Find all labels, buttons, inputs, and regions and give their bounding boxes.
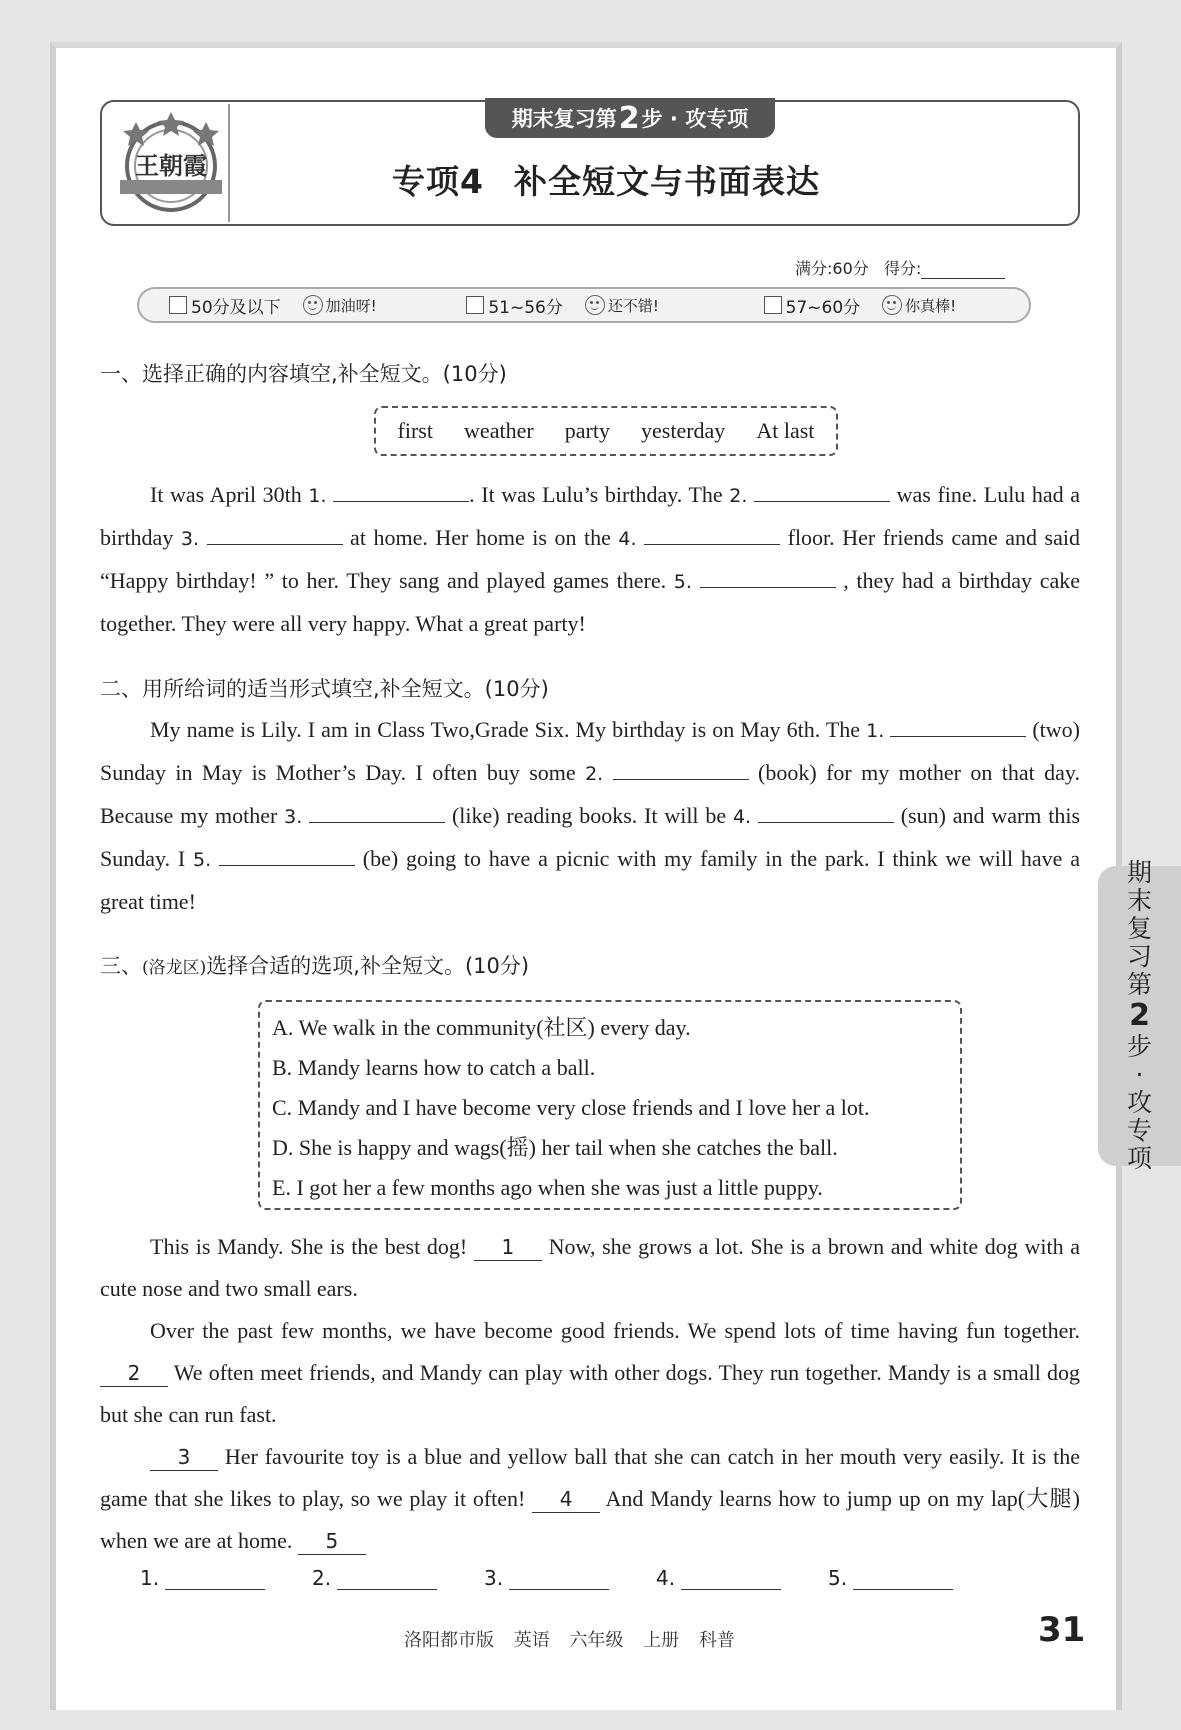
section3-passage xyxy=(100,1226,1080,1562)
blank-3[interactable] xyxy=(309,796,445,823)
section3-heading xyxy=(100,950,529,980)
blank-number: 5. xyxy=(193,849,212,871)
answer-blank[interactable] xyxy=(681,1567,781,1590)
rating-comment: 加油呀! xyxy=(325,296,377,315)
passage-text: (like) reading books. It will be xyxy=(445,803,733,828)
answer-number: 2. xyxy=(312,1566,332,1590)
rating-range: 51~56分 xyxy=(488,297,563,318)
blank-number: 1. xyxy=(308,485,327,507)
word-bank xyxy=(374,406,838,456)
side-tab-char: · xyxy=(1135,1060,1144,1089)
footer-text: 洛阳都市版 英语 六年级 上册 科普 xyxy=(404,1630,735,1651)
page-title xyxy=(392,156,912,203)
full-score-label: 满分:60分 xyxy=(795,259,869,278)
option-e: E. I got her a few months ago when she was just a little puppy. xyxy=(272,1175,823,1200)
blank-2[interactable] xyxy=(754,475,890,502)
blank-number: 4. xyxy=(732,806,752,828)
side-tab-char: 项 xyxy=(1126,1144,1152,1173)
side-tab xyxy=(1098,858,1181,1173)
blank-1[interactable] xyxy=(333,475,469,502)
rating-item-low xyxy=(169,293,434,318)
blank-3[interactable] xyxy=(207,518,343,545)
side-tab-char: 末 xyxy=(1126,886,1152,915)
rating-range: 57~60分 xyxy=(785,297,861,318)
option-c: C. Mandy and I have become very close friends and I love her a lot. xyxy=(272,1095,870,1120)
answer-item xyxy=(140,1566,312,1590)
smiley-icon xyxy=(882,295,902,315)
side-tab-char: 第 xyxy=(1126,970,1152,999)
rating-item-high xyxy=(764,293,1029,318)
rating-comment: 还不错! xyxy=(607,296,659,315)
publisher-logo xyxy=(116,108,226,218)
side-tab-char: 步 xyxy=(1126,1032,1152,1061)
section2-passage xyxy=(100,709,1080,923)
blank-4[interactable] xyxy=(758,796,894,823)
passage-text: (sun) and warm this Sunday. I xyxy=(100,803,1081,871)
rating-bar xyxy=(137,287,1031,323)
region-tag: (洛龙区) xyxy=(142,958,207,978)
answer-number: 4. xyxy=(656,1566,676,1590)
passage-text: Her favourite toy is a blue and yellow ball that she can catch in her mouth very easily. It is the game that she likes to play, so we play it often! xyxy=(100,1444,1080,1511)
section3-heading-text: 选择合适的选项,补全短文。(10分) xyxy=(206,954,530,978)
side-tab-char: 攻 xyxy=(1126,1088,1152,1117)
blank-4[interactable]: 4 xyxy=(532,1484,600,1513)
score-line xyxy=(795,256,1005,279)
checkbox[interactable] xyxy=(169,296,187,314)
options-box xyxy=(258,1000,962,1210)
answer-item xyxy=(312,1566,484,1590)
passage-text: was fine. Lulu had a birthday xyxy=(100,482,1081,550)
blank-5[interactable]: 5 xyxy=(298,1526,366,1555)
option-d: D. She is happy and wags(摇) her tail when she catches the ball. xyxy=(272,1135,838,1160)
blank-number: 5. xyxy=(673,571,692,593)
blank-number: 2. xyxy=(729,485,748,507)
answer-number: 1. xyxy=(140,1566,160,1590)
section2-heading: 二、用所给词的适当形式填空,补全短文。(10分) xyxy=(100,677,549,701)
checkbox[interactable] xyxy=(764,296,782,314)
answer-number: 3. xyxy=(484,1566,504,1590)
section1-passage xyxy=(100,474,1080,645)
smiley-icon xyxy=(303,295,323,315)
checkbox[interactable] xyxy=(466,296,484,314)
word-bank-item: yesterday xyxy=(641,418,726,443)
answer-item xyxy=(656,1566,828,1590)
answer-blank[interactable] xyxy=(509,1567,609,1590)
blank-1[interactable] xyxy=(890,710,1026,737)
passage-text: And Mandy learns how to jump up on my lap(大腿) when we are at home. xyxy=(100,1486,1080,1553)
step-tab-suffix: 步 · 攻专项 xyxy=(641,107,749,131)
blank-number: 2. xyxy=(585,763,604,785)
passage-text: at home. Her home is on the xyxy=(342,525,619,550)
word-bank-item: weather xyxy=(464,418,534,443)
section1-heading: 一、选择正确的内容填空,补全短文。(10分) xyxy=(100,362,507,386)
answer-blank[interactable] xyxy=(853,1567,953,1590)
passage-text: Over the past few months, we have become good friends. We spend lots of time having fun together. xyxy=(150,1318,1080,1343)
paragraph-2 xyxy=(100,1310,1080,1436)
logo-divider xyxy=(228,104,230,222)
page-number: 31 xyxy=(1038,1610,1086,1650)
side-tab-char: 专 xyxy=(1126,1116,1152,1145)
score-label: 得分: xyxy=(884,259,922,278)
answer-item xyxy=(484,1566,656,1590)
side-tab-step: 2 xyxy=(1129,998,1150,1033)
word-bank-item: At last xyxy=(756,418,815,443)
passage-text: floor. Her friends came and said “Happy birthday! ” to her. They sang and played games there. xyxy=(100,525,1080,593)
passage-text: It was April 30th xyxy=(150,482,309,507)
step-tab-prefix: 期末复习第 xyxy=(511,107,617,131)
word-bank-item: party xyxy=(564,418,610,443)
blank-2[interactable]: 2 xyxy=(100,1358,168,1387)
answer-blank[interactable] xyxy=(165,1567,265,1590)
side-tab-char: 期 xyxy=(1126,858,1152,887)
blank-1[interactable]: 1 xyxy=(474,1232,542,1261)
title-section-number: 专项4 xyxy=(392,162,484,201)
passage-text: (book) for my mother on that day. Because my mother xyxy=(100,760,1080,828)
blank-3[interactable]: 3 xyxy=(150,1442,218,1471)
blank-5[interactable] xyxy=(700,561,836,588)
passage-text: We often meet friends, and Mandy can play with other dogs. They run together. Mandy is a small dog but she can run fast. xyxy=(100,1360,1080,1427)
rating-range: 50分及以下 xyxy=(191,297,281,318)
side-tab-char: 习 xyxy=(1126,942,1152,971)
blank-number: 1. xyxy=(866,720,885,742)
word-bank-item: first xyxy=(397,418,433,443)
title-text: 补全短文与书面表达 xyxy=(513,162,820,201)
passage-text: (be) going to have a picnic with my family in the park. I think we will have a great time! xyxy=(100,846,1080,914)
blank-5[interactable] xyxy=(219,839,355,866)
smiley-icon xyxy=(585,295,605,315)
answer-row xyxy=(140,1566,1000,1590)
answer-item xyxy=(828,1566,1000,1590)
paragraph-3 xyxy=(100,1436,1080,1562)
section3-heading-prefix: 三、 xyxy=(100,954,142,978)
passage-text: My name is Lily. I am in Class Two,Grade Six. My birthday is on May 6th. The xyxy=(150,717,867,742)
answer-number: 5. xyxy=(828,1566,848,1590)
svg-text:王朝霞: 王朝霞 xyxy=(135,151,207,180)
passage-text: Now, she grows a lot. She is a brown and white dog with a cute nose and two small ears. xyxy=(100,1234,1081,1301)
passage-text: (two) Sunday in May is Mother’s Day. I often buy some xyxy=(100,717,1080,785)
side-tab-char: 复 xyxy=(1126,914,1152,943)
score-blank[interactable] xyxy=(921,262,1005,279)
blank-number: 4. xyxy=(618,528,637,550)
blank-number: 3. xyxy=(284,806,303,828)
blank-2[interactable] xyxy=(613,753,749,780)
passage-text: , they had a birthday cake together. They were all very happy. What a great party! xyxy=(100,568,1080,636)
rating-comment: 你真棒! xyxy=(905,296,957,315)
step-tab xyxy=(485,98,775,138)
passage-text: . It was Lulu’s birthday. The xyxy=(469,482,730,507)
blank-number: 3. xyxy=(180,528,199,550)
answer-blank[interactable] xyxy=(337,1567,437,1590)
passage-text: This is Mandy. She is the best dog! xyxy=(150,1234,474,1259)
blank-4[interactable] xyxy=(644,518,780,545)
step-number: 2 xyxy=(618,100,640,136)
option-b: B. Mandy learns how to catch a ball. xyxy=(272,1055,596,1080)
rating-item-mid xyxy=(466,293,731,318)
option-a: A. We walk in the community(社区) every day. xyxy=(272,1015,691,1040)
paragraph-1 xyxy=(100,1226,1080,1310)
